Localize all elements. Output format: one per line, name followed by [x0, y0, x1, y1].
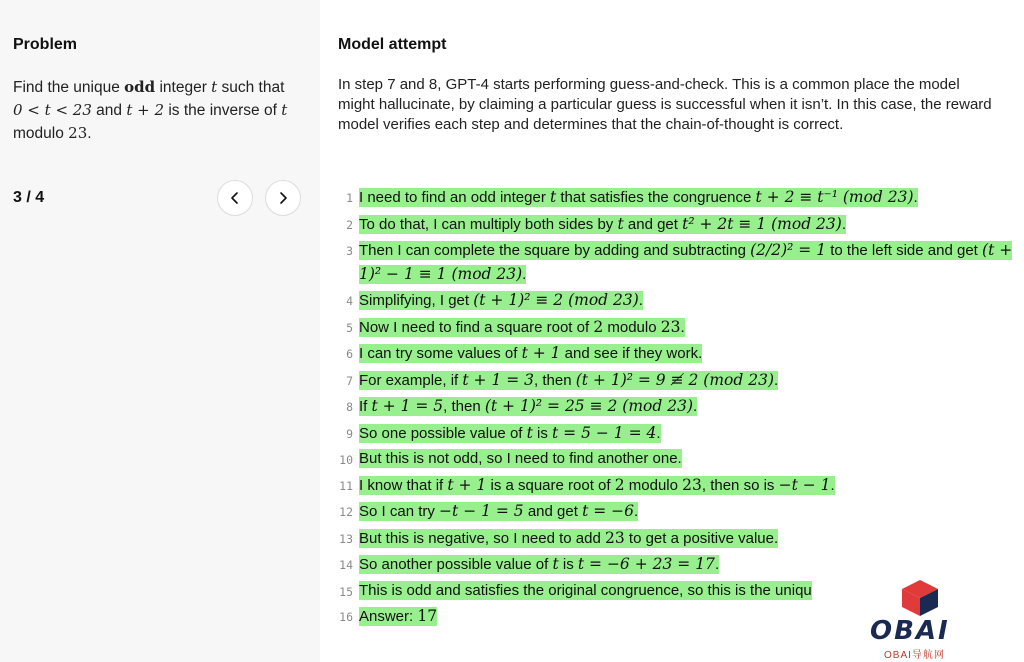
step-math: (t + 1)² ≡ 2 (mod 23)	[473, 291, 639, 309]
step-row	[338, 448, 1018, 471]
step-text	[359, 241, 1012, 284]
problem-text-part: Find the unique	[13, 79, 125, 96]
chevron-right-icon	[276, 191, 290, 205]
step-number: 7	[346, 373, 353, 388]
problem-text-part: is the inverse of	[164, 102, 282, 119]
step-text	[359, 555, 719, 574]
step-row	[338, 369, 1018, 393]
step-text-part: If	[359, 398, 372, 415]
step-text	[359, 476, 835, 495]
step-number: 5	[346, 320, 353, 335]
problem-math: t + 2	[126, 101, 165, 119]
step-text-part: To do that, I can multiply both sides by	[359, 215, 618, 233]
step-text-part: , then so is	[701, 476, 779, 494]
step-row	[338, 422, 1018, 446]
step-text-part: I know that if	[359, 476, 448, 494]
step-row	[338, 289, 1018, 313]
step-text-part: Then I can complete the square by adding and subtracting	[359, 242, 751, 259]
watermark	[818, 572, 1024, 662]
step-text-part: .	[774, 371, 779, 389]
step-math: (t + 1)² = 25 ≡ 2 (mod 23)	[484, 397, 693, 415]
step-number: 6	[346, 347, 353, 361]
problem-odd-word: odd	[124, 78, 156, 96]
step-text-part: is a square root of	[486, 476, 615, 494]
step-number: 3	[346, 244, 353, 258]
step-text-part: Simplifying, I get	[359, 292, 474, 309]
step-number: 1	[346, 191, 353, 205]
step-number: 2	[346, 217, 353, 232]
watermark-logo-text: OBAI	[870, 616, 950, 646]
step-math: t = −6	[582, 502, 634, 520]
chevron-left-icon	[228, 191, 242, 205]
step-number: 16	[339, 610, 353, 624]
step-math: t	[526, 423, 533, 442]
step-math: (t + 1)² − 1 ≡ 1 (mod 23)	[359, 241, 1013, 283]
step-text-part: I can try some values of	[359, 345, 522, 362]
step-math: (t + 1)² = 9 ≢ 2 (mod 23)	[575, 370, 774, 389]
step-math: (2/2)² = 1	[750, 241, 827, 259]
step-math: −t − 1 = 5	[439, 502, 524, 520]
step-math: 23	[682, 475, 702, 494]
next-button[interactable]	[265, 180, 301, 216]
step-text	[359, 188, 918, 207]
step-math: t	[617, 214, 624, 233]
step-math: 2	[593, 317, 604, 336]
step-text-part: is	[532, 424, 553, 442]
step-number: 13	[339, 531, 353, 546]
step-math: t + 1	[447, 475, 487, 494]
problem-text-part: .	[87, 125, 92, 142]
step-text-part: For example, if	[359, 371, 463, 389]
step-math: t = −6 + 23 = 17	[577, 555, 715, 573]
step-math: 23	[605, 528, 625, 547]
watermark-sub-text: OBAI导航网	[884, 650, 945, 661]
step-text-part: and get	[523, 503, 583, 520]
step-row	[338, 213, 1018, 237]
step-text-part: that satisfies the congruence	[556, 189, 756, 206]
step-text-part: to get a positive value.	[624, 529, 779, 547]
step-number: 10	[339, 453, 353, 467]
step-text	[359, 291, 643, 310]
step-row	[338, 342, 1018, 366]
step-row	[338, 239, 1018, 286]
step-text-part: .	[841, 215, 846, 233]
step-number: 4	[346, 294, 353, 308]
step-text	[359, 502, 638, 521]
step-text	[359, 215, 846, 234]
step-text-part: , then	[443, 398, 485, 415]
step-row	[338, 316, 1018, 340]
step-math: t + 1 = 3	[462, 370, 535, 389]
step-text-part: Answer:	[359, 608, 418, 625]
step-number: 8	[346, 400, 353, 414]
problem-math: 0 < t < 23	[13, 101, 92, 119]
page-counter: 3 / 4	[13, 189, 45, 206]
step-text-part: But this is negative, so I need to add	[359, 529, 605, 547]
step-row	[338, 500, 1018, 524]
problem-math: t	[281, 101, 288, 119]
step-text-part: .	[830, 476, 835, 494]
step-text	[359, 424, 661, 443]
step-text	[359, 581, 812, 600]
step-math: t + 1 = 5	[371, 397, 444, 415]
step-math: t	[549, 188, 557, 206]
step-text-part: So I can try	[359, 503, 440, 520]
step-text	[359, 344, 702, 363]
step-text	[359, 318, 685, 337]
step-number: 12	[339, 505, 353, 519]
step-text-part: to the left side and get	[826, 242, 983, 259]
problem-panel	[0, 0, 320, 662]
step-text	[359, 371, 778, 390]
step-math: t + 1	[521, 344, 561, 362]
step-math: −t − 1	[778, 475, 831, 494]
problem-heading: Problem	[13, 36, 78, 53]
step-math: t = 5 − 1 = 4	[552, 423, 657, 442]
step-text	[359, 449, 682, 468]
step-number: 14	[339, 558, 353, 572]
step-text-part: .	[913, 189, 918, 206]
step-text-part: But this is not odd, so I need to find another one.	[359, 450, 682, 467]
step-text-part: .	[633, 503, 639, 520]
step-math: t + 2 ≡ t⁻¹ (mod 23)	[755, 188, 914, 206]
problem-text-part: and	[91, 102, 127, 119]
prev-button[interactable]	[217, 180, 253, 216]
step-text-part: This is odd and satisfies the original congruence, so this is the uniqu	[359, 581, 812, 599]
step-text-part: I need to find an odd integer	[359, 189, 550, 206]
step-math: t² + 2t ≡ 1 (mod 23)	[682, 214, 842, 233]
step-text-part: modulo	[603, 318, 661, 336]
problem-text-part: integer	[155, 79, 212, 96]
step-row	[338, 527, 1018, 551]
step-math: 17	[417, 607, 438, 625]
step-text-part: .	[714, 556, 720, 573]
step-math: t	[552, 555, 559, 573]
problem-math: 23	[68, 124, 88, 142]
step-text-part: .	[693, 398, 698, 415]
step-text-part: So another possible value of	[359, 556, 553, 573]
step-text-part: .	[680, 318, 685, 336]
problem-math: t	[211, 78, 218, 96]
step-text	[359, 529, 778, 548]
cube-logo-icon	[898, 578, 942, 618]
step-row	[338, 395, 1018, 419]
step-row	[338, 186, 1018, 210]
problem-text-part: modulo	[13, 125, 69, 142]
problem-text	[13, 76, 303, 145]
step-text-part: , then	[534, 371, 576, 389]
step-number: 15	[339, 584, 353, 599]
step-number: 9	[346, 426, 353, 441]
step-text	[359, 607, 437, 626]
step-text-part: and see if they work.	[560, 345, 703, 362]
step-text-part: .	[656, 424, 661, 442]
step-text-part: is	[558, 556, 578, 573]
step-text-part: .	[522, 265, 527, 283]
step-math: 2	[614, 475, 625, 494]
step-math: 23	[660, 317, 681, 336]
step-text	[359, 397, 697, 416]
problem-text-part: such that	[217, 79, 285, 96]
steps-list	[338, 186, 1018, 632]
step-text-part: modulo	[624, 476, 683, 494]
step-number: 11	[339, 478, 353, 493]
step-text-part: So one possible value of	[359, 424, 527, 442]
attempt-heading: Model attempt	[338, 36, 447, 53]
step-text-part: and get	[623, 215, 683, 233]
step-text-part: Now I need to find a square root of	[359, 318, 594, 336]
step-row	[338, 474, 1018, 498]
step-text-part: .	[638, 292, 643, 309]
attempt-intro: In step 7 and 8, GPT-4 starts performing guess-and-check. This is a common place the model might hallucinate, by claiming a particular guess is successful when it isn’t. In this case, the reward model verifies each step and determines that the chain-of-thought is correct.	[338, 76, 992, 133]
